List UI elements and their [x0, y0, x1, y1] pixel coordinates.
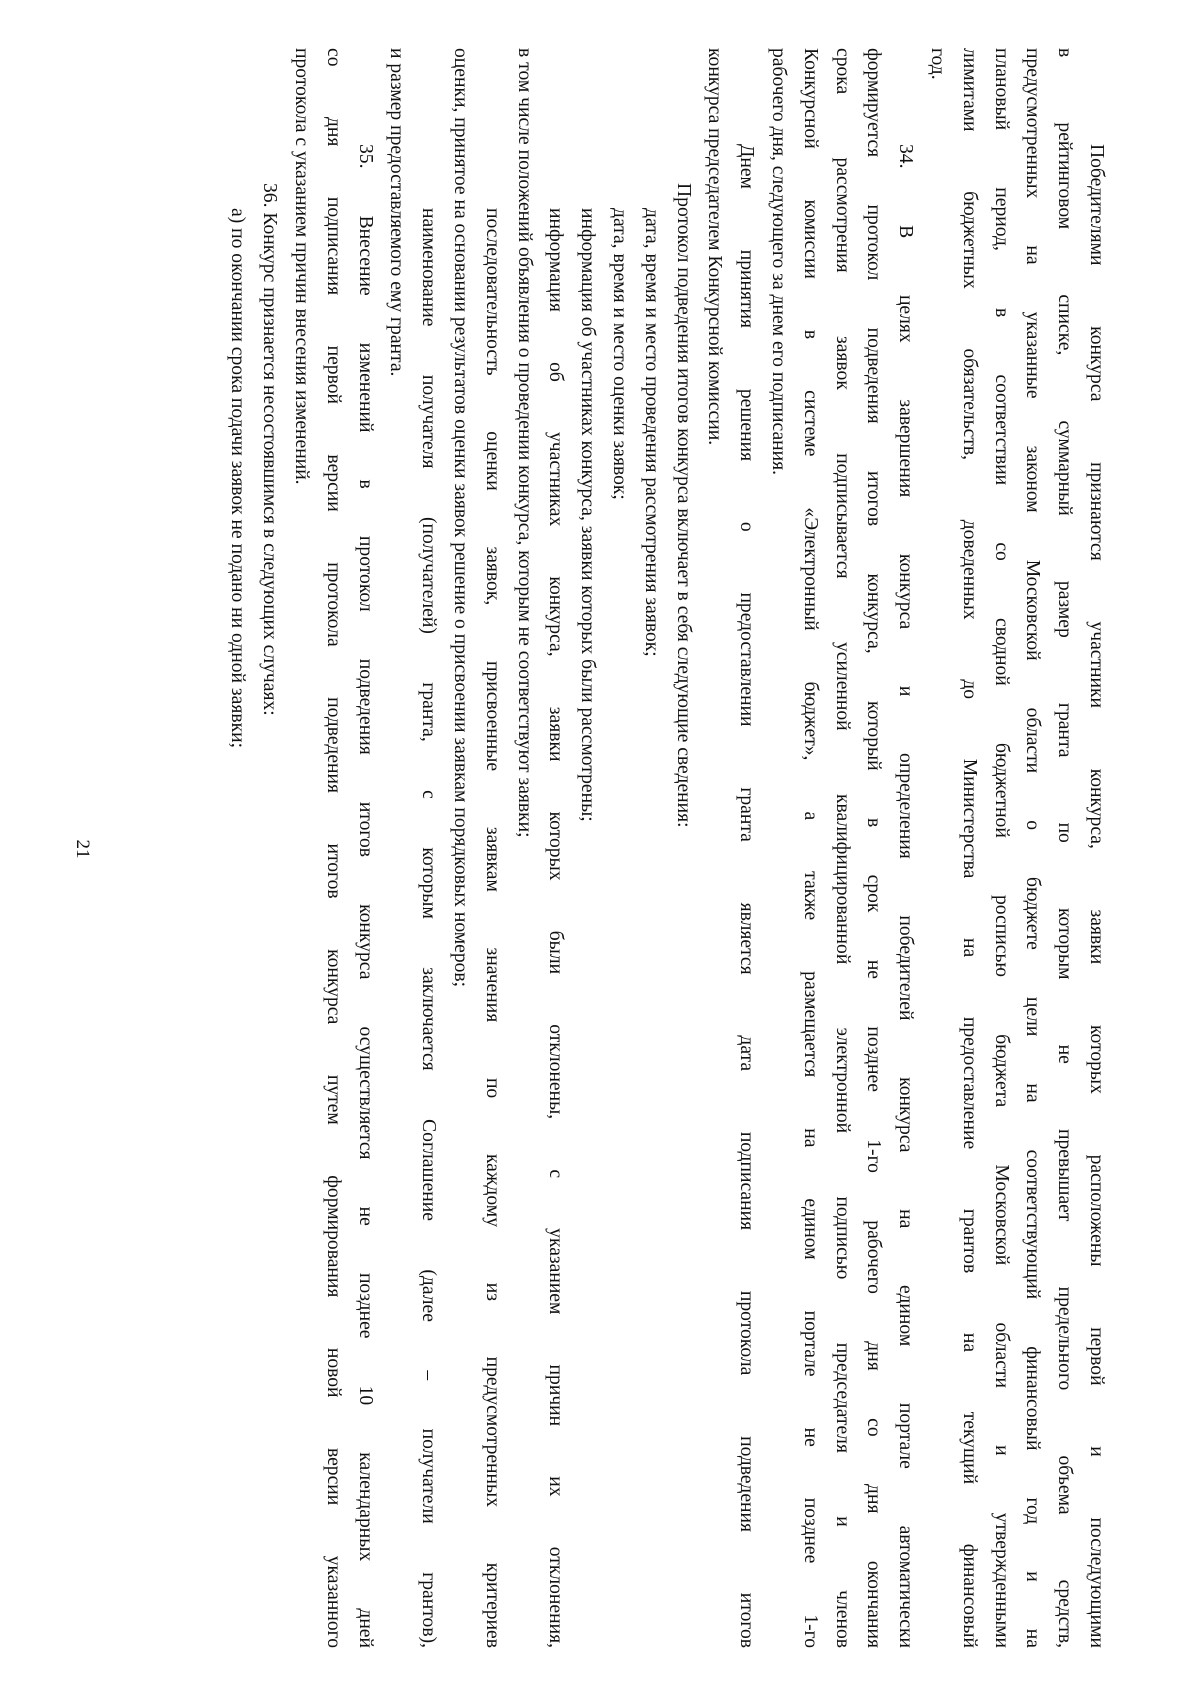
text-line: Конкурсной комиссии в системе «Электронный бюджет», а также размещается на едином портале не позднее 1-го [799, 48, 821, 1648]
text-line: протокола с указанием причин внесения изменений. [291, 48, 313, 485]
text-line: 36. Конкурс признается несостоявшимся в следующих случаях: [259, 183, 281, 716]
list-item: а) по окончании срока подачи заявок не подано ни одной заявки; [227, 208, 249, 749]
paragraph-35 [285, 48, 380, 1648]
text-line: предусмотренных на указанные законом Московской области о бюджете цели на соответствующий финансовый год и на [1022, 48, 1044, 1648]
text-line: со дня подписания первой версии протокола подведения итогов конкурса путем формирования новой версии указанного [322, 48, 344, 1648]
text-line: 35. Внесение изменений в протокол подведения итогов конкурса осуществляется не позднее 10 календарных дней [354, 144, 376, 1648]
paragraph-36 [222, 48, 286, 1648]
text-line: Днем принятия решения о предоставлении гранта является дата подписания протокола подведения итогов [736, 144, 758, 1648]
text-line: оценки, принятое на основании результатов оценки заявок решение о присвоении заявкам порядковых номеров; [450, 48, 472, 988]
text-line: год. [927, 48, 949, 80]
text-line: и размер предоставляемого ему гранта. [386, 48, 408, 377]
list-item: наименование получателя (получателей) гранта, с которым заключается Соглашение (далее – получатели грантов), [418, 208, 440, 1648]
list-item: последовательность оценки заявок, присвоенные заявкам значения по каждому из предусмотренных критериев [481, 208, 503, 1648]
text-line: конкурса председателем Конкурсной комиссии. [704, 48, 726, 446]
paragraph-decision-day [699, 48, 763, 1648]
text-line: плановый период, в соответствии со сводной бюджетной росписью бюджета Московской области и утвержденными [990, 48, 1012, 1648]
paragraph-winners [921, 48, 1112, 1648]
text-line: Протокол подведения итогов конкурса включает в себя следующие сведения: [672, 183, 694, 828]
list-item: информация об участниках конкурса, заявки которых были отклонены, с указанием причин их отклонения, [545, 208, 567, 1648]
page-number: 21 [72, 839, 93, 859]
document-body [82, 48, 1112, 1648]
text-line: лимитами бюджетных обязательств, доведенных до Министерства на предоставление грантов на текущий финансовый [958, 48, 980, 1648]
text-line: 34. В целях завершения конкурса и определения победителей конкурса на едином портале автоматически [895, 144, 917, 1648]
paragraph-protocol-contents [381, 48, 699, 1648]
text-line: в рейтинговом списке, суммарный размер гранта по которым не превышает предельного объема средств, [1054, 48, 1076, 1648]
list-item: дата, время и место проведения рассмотрения заявок; [640, 208, 662, 657]
paragraph-34 [762, 48, 921, 1648]
text-line: формируется протокол подведения итогов конкурса, который в срок не позднее 1-го рабочего дня со дня окончания [863, 48, 885, 1648]
text-line: рабочего дня, следующего за днем его подписания. [768, 48, 790, 476]
list-item: дата, время и место оценки заявок; [609, 208, 631, 500]
text-line: в том числе положений объявления о проведении конкурса, которым не соответствуют заявки; [513, 48, 535, 838]
text-line: срока рассмотрения заявок подписывается усиленной квалифицированной электронной подписью председателя и членов [831, 48, 853, 1648]
text-line: Победителями конкурса признаются участники конкурса, заявки которых расположены первой и последующими [1086, 144, 1107, 1648]
list-item: информация об участниках конкурса, заявки которых были рассмотрены; [577, 208, 599, 822]
